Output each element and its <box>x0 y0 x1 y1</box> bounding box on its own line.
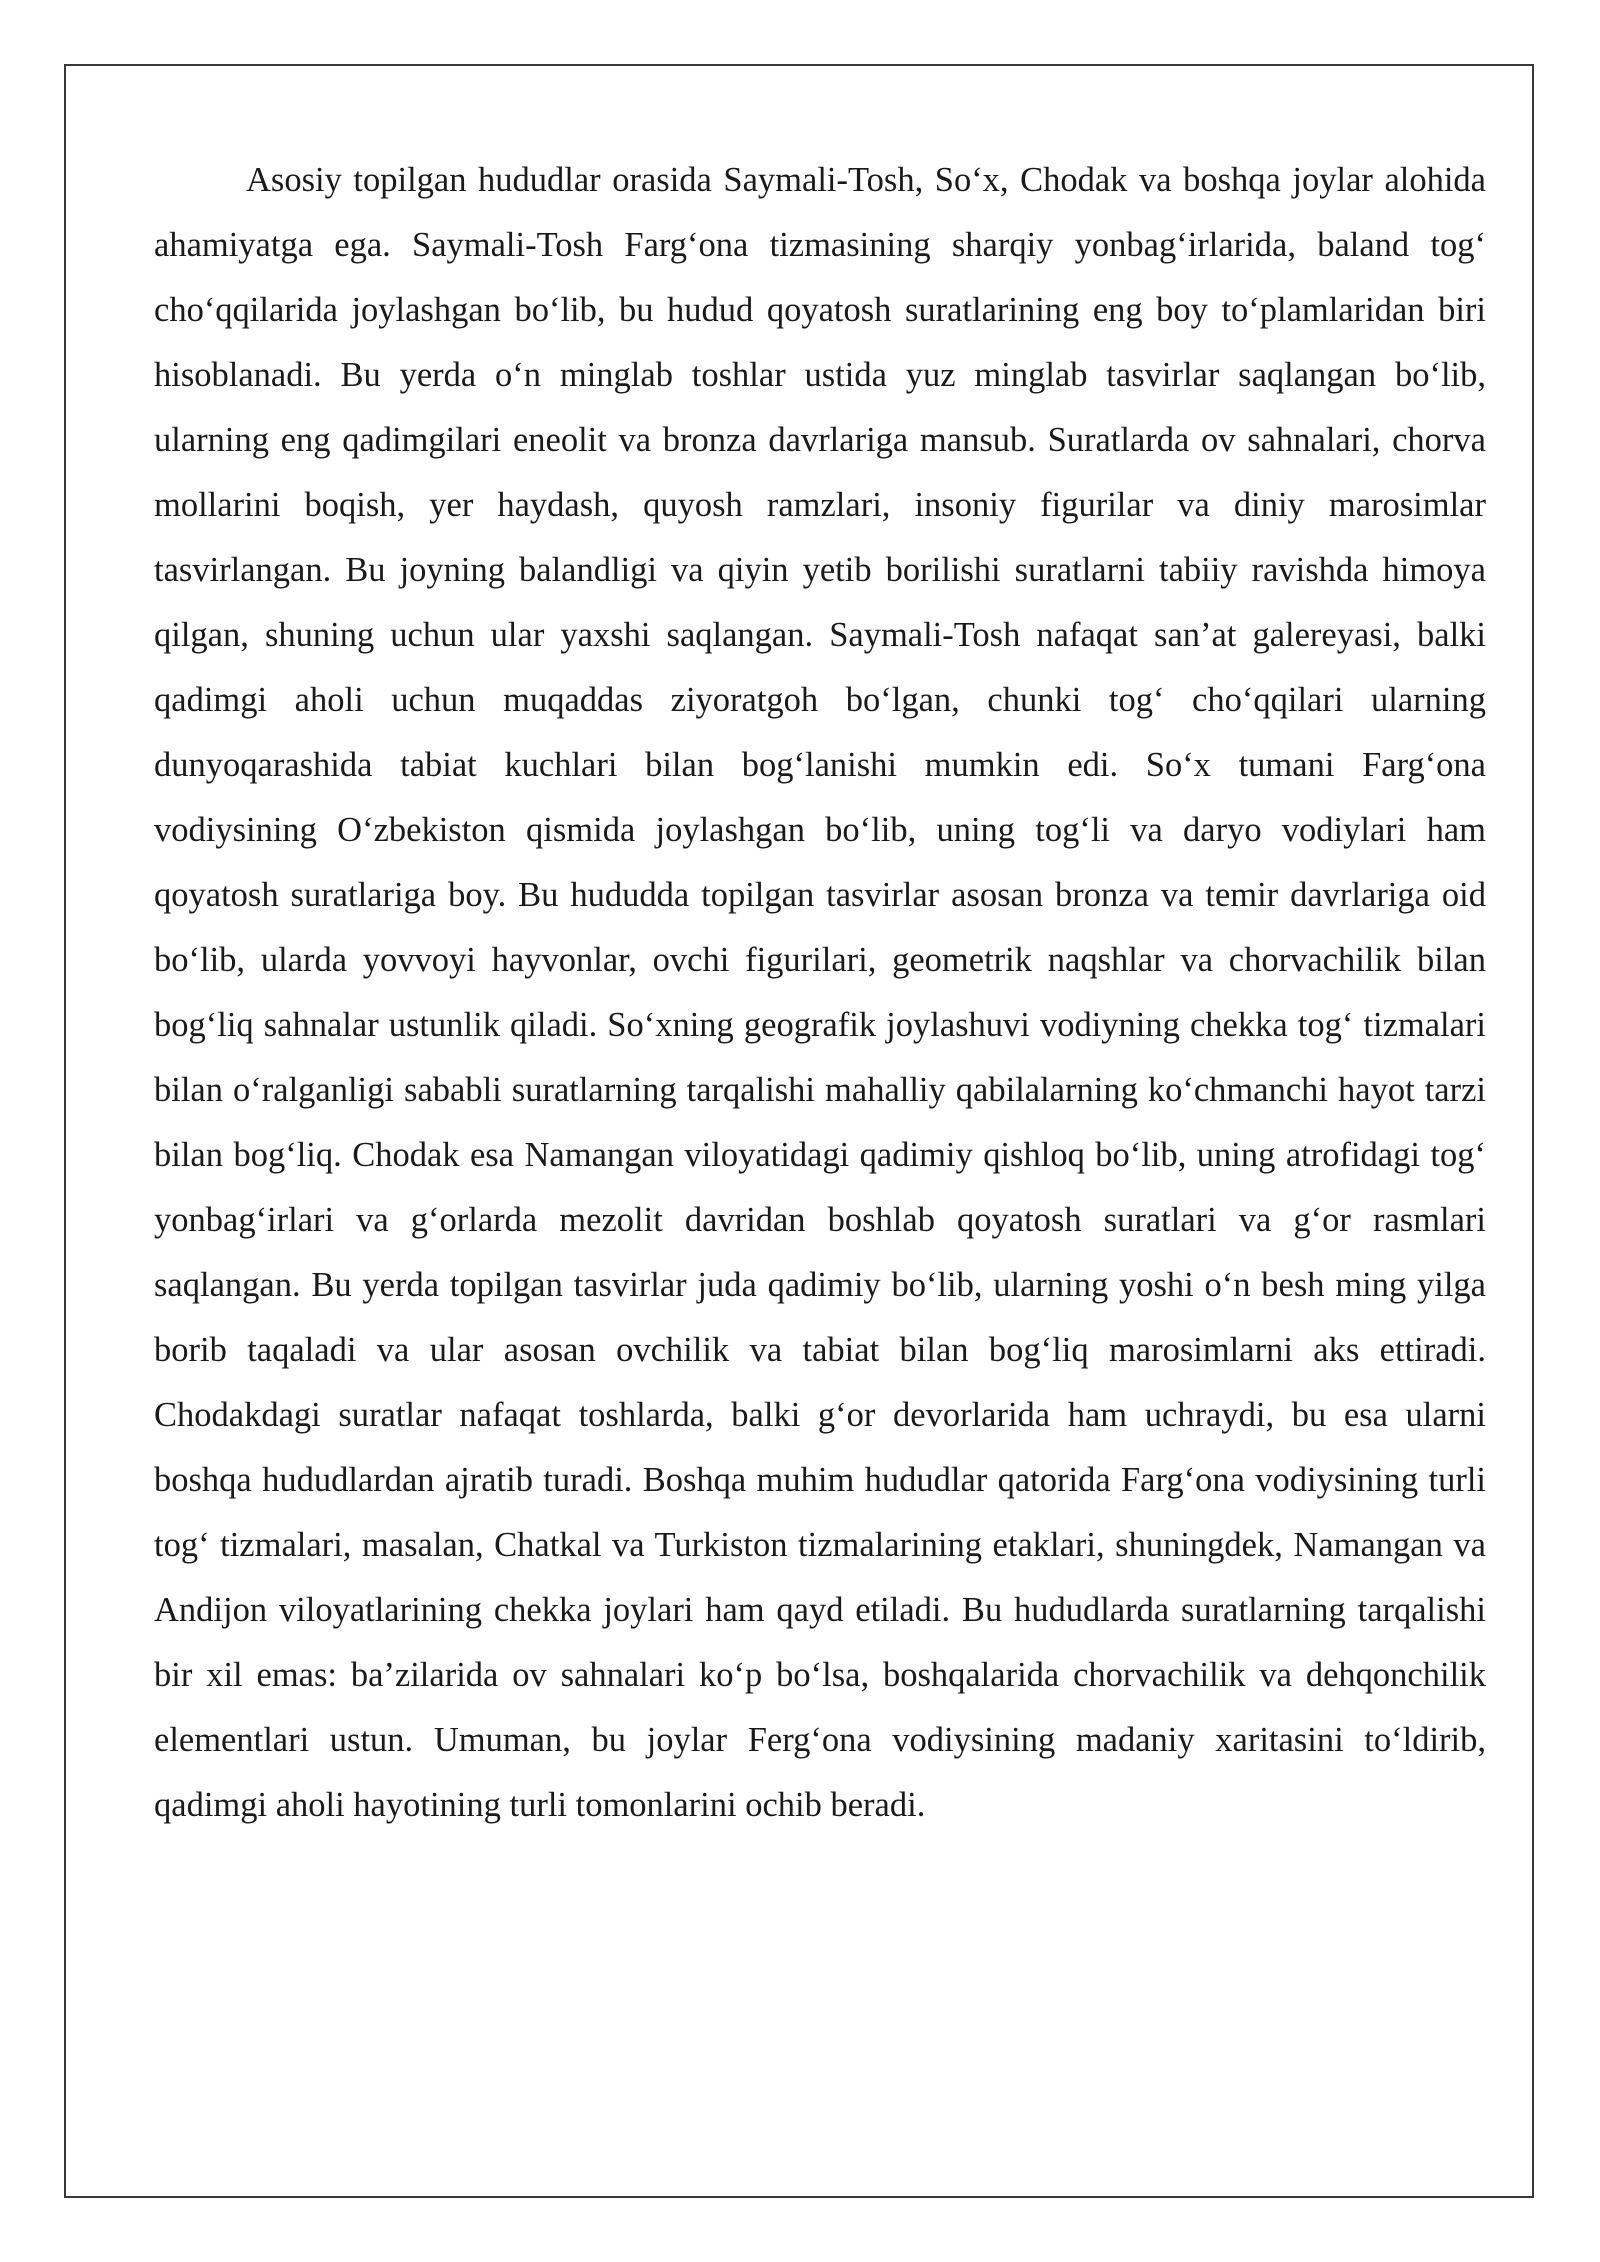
body-paragraph: Asosiy topilgan hududlar orasida Saymali-Tosh, So‘x, Chodak va boshqa joylar alohida ahamiyatga ega. Saymali-Tosh Farg‘ona tizmasining sharqiy yonbag‘irlarida, baland tog‘ cho‘qqilarida joylashgan bo‘lib, bu hudud qoyatosh suratlarining eng boy to‘plamlaridan biri hisoblanadi. Bu yerda o‘n minglab toshlar ustida yuz minglab tasvirlar saqlangan bo‘lib, ularning eng qadimgilari eneolit va bronza davrlariga mansub. Suratlarda ov sahnalari, chorva mollarini boqish, yer haydash, quyosh ramzlari, insoniy figurilar va diniy marosimlar tasvirlangan. Bu joyning balandligi va qiyin yetib borilishi suratlarni tabiiy ravishda himoya qilgan, shuning uchun ular yaxshi saqlangan. Saymali-Tosh nafaqat san’at galereyasi, balki qadimgi aholi uchun muqaddas ziyoratgoh bo‘lgan, chunki tog‘ cho‘qqilari ularning dunyoqarashida tabiat kuchlari bilan bog‘lanishi mumkin edi. So‘x tumani Farg‘ona vodiysining O‘zbekiston qismida joylashgan bo‘lib, uning tog‘li va daryo vodiylari ham qoyatosh suratlariga boy. Bu hududda topilgan tasvirlar asosan bronza va temir davrlariga oid bo‘lib, ularda yovvoyi hayvonlar, ovchi figurilari, geometrik naqshlar va chorvachilik bilan bog‘liq sahnalar ustunlik qiladi. So‘xning geografik joylashuvi vodiyning chekka tog‘ tizmalari bilan o‘ralganligi sababli suratlarning tarqalishi mahalliy qabilalarning ko‘chmanchi hayot tarzi bilan bog‘liq. Chodak esa Namangan viloyatidagi qadimiy qishloq bo‘lib, uning atrofidagi tog‘ yonbag‘irlari va g‘orlarda mezolit davridan boshlab qoyatosh suratlari va g‘or rasmlari saqlangan. Bu yerda topilgan tasvirlar juda qadimiy bo‘lib, ularning yoshi o‘n besh ming yilga borib taqaladi va ular asosan ovchilik va tabiat bilan bog‘liq marosimlarni aks ettiradi. Chodakdagi suratlar nafaqat toshlarda, balki g‘or devorlarida ham uchraydi, bu esa ularni boshqa hududlardan ajratib turadi. Boshqa muhim hududlar qatorida Farg‘ona vodiysining turli tog‘ tizmalari, masalan, Chatkal va Turkiston tizmalarining etaklari, shuningdek, Namangan va Andijon viloyatlarining chekka joylari ham qayd etiladi. Bu hududlarda suratlarning tarqalishi bir xil emas: ba’zilarida ov sahnalari ko‘p bo‘lsa, boshqalarida chorvachilik va dehqonchilik elementlari ustun. Umuman, bu joylar Ferg‘ona vodiysining madaniy xaritasini to‘ldirib, qadimgi aholi hayotining turli tomonlarini ochib beradi. <box>154 161 1486 1824</box>
